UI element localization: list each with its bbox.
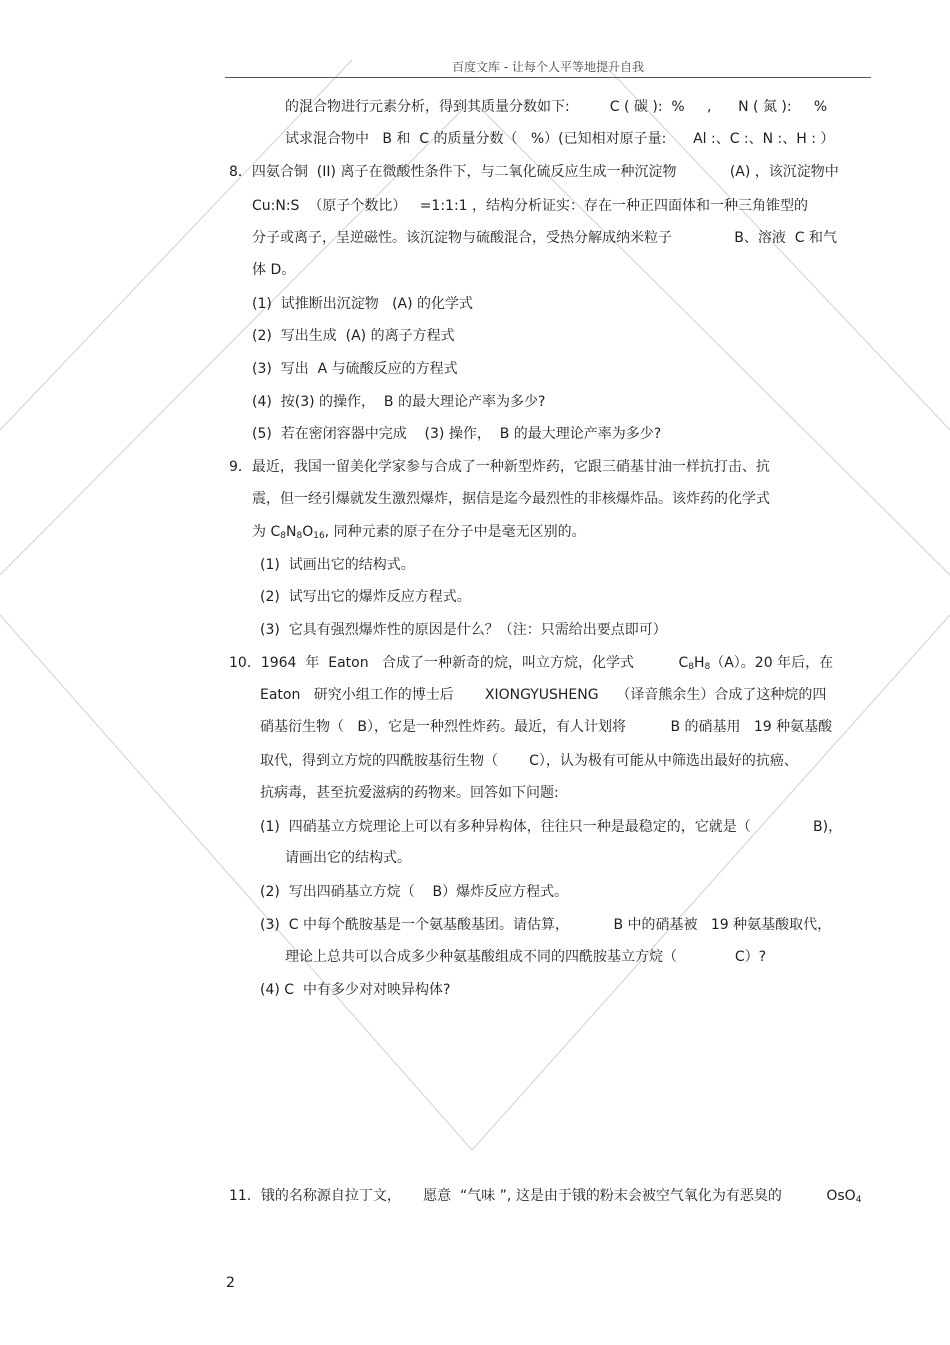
question-10-subitem: (3) C 中每个酰胺基是一个氨基酸基团。请估算， B 中的硝基被 19 种氨基酸取代，: [260, 917, 832, 933]
question-9-subitem: (1) 试画出它的结构式。: [260, 557, 415, 573]
question-9-line: 9．最近，我国一留美化学家参与合成了一种新型炸药，它跟三硝基甘油一样抗打击、抗: [229, 459, 770, 475]
question-10-subitem: (1) 四硝基立方烷理论上可以有多种异构体，往往只一种是最稳定的，它就是（ B)，: [260, 819, 843, 835]
text-line: 的混合物进行元素分析，得到其质量分数如下: C ( 碳 ): % , N ( 氮 ): %: [285, 99, 828, 115]
question-8-line: 8．四氨合铜 (II) 离子在微酸性条件下，与二氧化硫反应生成一种沉淀物 (A) ，该沉淀物中: [229, 164, 839, 180]
subscript: 8: [688, 662, 694, 672]
question-8-subitem: (4) 按(3) 的操作， B 的最大理论产率为多少?: [252, 394, 546, 410]
text-line: 试求混合物中 B 和 C 的质量分数（ %）(已知相对原子量: Al :、C :、N :、H : ）: [285, 131, 835, 147]
question-8-subitem: (1) 试推断出沉淀物 (A) 的化学式: [252, 296, 474, 312]
question-10-subitem: 理论上总共可以合成多少种氨基酸组成不同的四酰胺基立方烷（ C）?: [285, 949, 767, 965]
question-10-line: 硝基衍生物（ B），它是一种烈性炸药。最近，有人计划将 B 的硝基用 19 种氨基酸: [260, 719, 833, 735]
page-number: 2: [226, 1275, 235, 1291]
question-9-subitem: (3) 它具有强烈爆炸性的原因是什么？（注：只需给出要点即可）: [260, 622, 667, 638]
text-run: （A）。20 年后，在: [710, 655, 834, 671]
text-run: N: [285, 524, 297, 540]
question-10-formula-line: [229, 653, 833, 677]
question-10-line: Eaton 研究小组工作的博士后 XIONGYUSHENG （译音熊余生）合成了这种烷的四: [260, 687, 827, 703]
question-8-subitem: (2) 写出生成 (A) 的离子方程式: [252, 328, 455, 344]
question-11-line: [229, 1186, 861, 1210]
text-run: 10．1964 年 Eaton 合成了一种新奇的烷，叫立方烷，化学式 C: [229, 655, 689, 671]
question-10-line: 取代，得到立方烷的四酰胺基衍生物（ C），认为极有可能从中筛选出最好的抗癌、: [260, 753, 798, 769]
question-10-subitem: 请画出它的结构式。: [285, 850, 411, 866]
text-run: OsO: [826, 1188, 856, 1204]
text-run: O: [302, 524, 314, 540]
subscript: 8: [704, 662, 711, 672]
question-8-line: Cu:N:S （原子个数比） =1:1:1 ，结构分析证实：存在一种正四面体和一种三角锥型的: [252, 198, 809, 214]
subscript: 8: [296, 531, 303, 541]
question-10-subitem: (4) C 中有多少对对映异构体?: [260, 982, 451, 998]
text-run: 11．锇的名称源自拉丁文， 愿意 “气味 ”, 这是由于锇的粉末会被空气氧化为有恶臭的: [229, 1188, 782, 1204]
text-run: 为 C: [252, 524, 281, 540]
text-run: H: [693, 655, 705, 671]
question-8-line: 分子或离子，呈逆磁性。该沉淀物与硫酸混合，受热分解成纳米粒子 B、溶液 C 和气: [252, 230, 838, 246]
subscript: 16: [313, 531, 325, 541]
question-8-subitem: (3) 写出 A 与硫酸反应的方程式: [252, 361, 458, 377]
question-10-line: 抗病毒，甚至抗爱滋病的药物来。回答如下问题:: [260, 785, 559, 801]
question-9-subitem: (2) 试写出它的爆炸反应方程式。: [260, 589, 471, 605]
question-8-subitem: (5) 若在密闭容器中完成 (3) 操作， B 的最大理论产率为多少?: [252, 426, 662, 442]
subscript: 8: [280, 531, 286, 541]
subscript: 4: [855, 1195, 862, 1205]
page-header: 百度文库 - 让每个人平等地提升自我: [452, 60, 644, 74]
header-rule: [225, 77, 871, 78]
text-run: , 同种元素的原子在分子中是毫无区别的。: [324, 524, 586, 540]
question-9-formula-line: [252, 522, 586, 546]
question-10-subitem: (2) 写出四硝基立方烷（ B）爆炸反应方程式。: [260, 884, 569, 900]
question-9-line: 震，但一经引爆就发生激烈爆炸，据信是迄今最烈性的非核爆炸品。该炸药的化学式: [252, 491, 770, 507]
question-8-line: 体 D。: [252, 262, 296, 278]
